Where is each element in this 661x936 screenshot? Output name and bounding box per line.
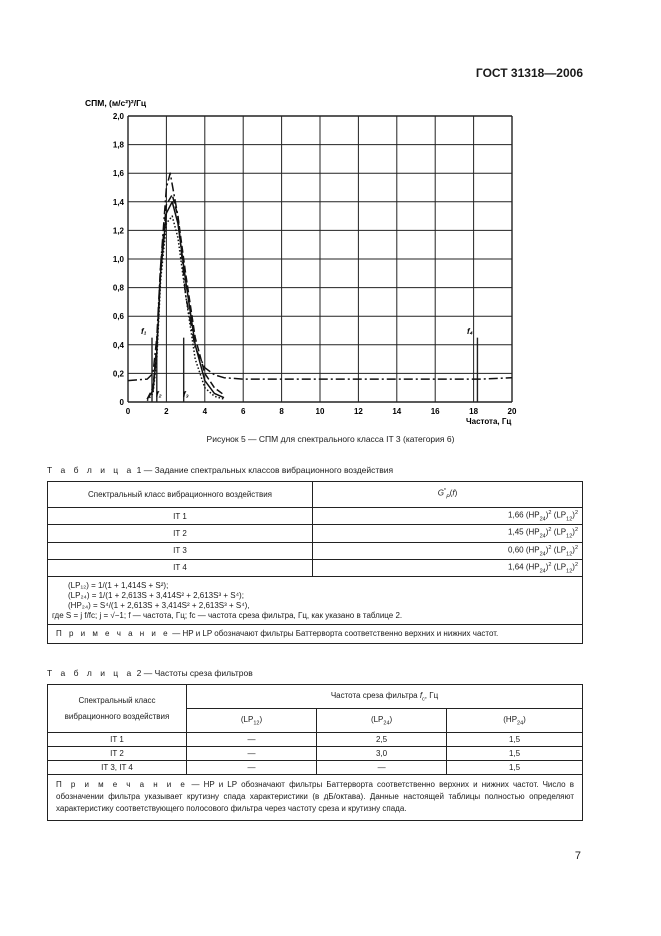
table-row (48, 761, 583, 775)
document-header: ГОСТ 31318—2006 (475, 66, 583, 80)
annotation-f4: f₄ (467, 327, 473, 336)
table2 (47, 684, 583, 821)
table2-hp24-cell: 1,5 (447, 733, 583, 747)
x-tick-label: 16 (430, 407, 440, 416)
table2-lp24-cell: — (317, 761, 447, 775)
y-tick-label: 0,2 (112, 369, 124, 379)
table2-lp24-cell: 2,5 (317, 733, 447, 747)
table1-note-text: — HP и LP обозначают фильтры Баттерворта соответственно верхних и нижних частот. (170, 629, 499, 638)
table2-class-cell: IT 1 (48, 733, 187, 747)
x-tick-label: 18 (469, 407, 479, 416)
table2-class-cell: IT 3, IT 4 (48, 761, 187, 775)
table1-note-label: П р и м е ч а н и е (56, 629, 171, 638)
table1-formulas (48, 577, 583, 625)
table2-note (48, 775, 583, 821)
x-tick-label: 14 (392, 407, 402, 416)
table1-title-text: 1 — Задание спектральных классов вибрационного воздействия (134, 465, 394, 475)
chart-grid (128, 116, 512, 402)
table1-title (47, 465, 393, 475)
annotation-f2: f₂ (156, 390, 162, 399)
table-row (48, 525, 583, 542)
y-tick-label: 0 (119, 398, 124, 407)
x-tick-label: 0 (125, 407, 131, 416)
x-tick-label: 6 (240, 407, 246, 416)
table-row (48, 559, 583, 576)
table1-value-cell: 0,60 $(HP_{24})^2$ $(LP_{12})^2$ (313, 542, 583, 559)
x-tick-label: 8 (279, 407, 284, 416)
table2-title-prefix: Т а б л и ц а (47, 668, 135, 678)
x-axis-label: Частота, Гц (466, 417, 512, 426)
table2-lp12-cell: — (187, 761, 317, 775)
table2-note-text: — HP и LP обозначают фильтры Баттерворта соответственно верхних и нижних частот. Число в обозначении фильтра указывает крутизну спада характеристики (в дБ/октава). Данные настоящей таблицы полностью определяют характеристику соответствующего полосового фильтра через частоту среза и крутизну спада. (56, 780, 574, 813)
table2-note-label: П р и м е ч а н и е (56, 780, 188, 789)
annotation-f1: f₁ (141, 327, 147, 336)
table2-sub-hp24: $(HP_{24})$ (447, 709, 583, 733)
y-tick-label: 1,8 (112, 140, 124, 150)
formula-where: где S = j f/fc; j = √−1; f — частота, Гц; fc — частота среза фильтра, Гц, как указано в таблице 2. (52, 611, 403, 620)
x-tick-label: 20 (507, 407, 517, 416)
table2-class-cell: IT 2 (48, 747, 187, 761)
table1-note (48, 625, 583, 644)
table1-title-prefix: Т а б л и ц а (47, 465, 135, 475)
x-tick-label: 12 (353, 407, 363, 416)
table2-col1-header: Спектральный класс вибрационного воздействия (48, 685, 187, 733)
table2-lp12-cell: — (187, 733, 317, 747)
y-tick-label: 0,4 (112, 340, 124, 350)
spectral-density-chart (0, 0, 661, 430)
formula-lp12: (LP₁₂) = 1/(1 + 1,414S + S²); (68, 581, 169, 590)
y-tick-label: 2,0 (112, 112, 124, 121)
table-row (48, 747, 583, 761)
table2-lp24-cell: 3,0 (317, 747, 447, 761)
table1-col1-header: Спектральный класс вибрационного воздействия (48, 482, 313, 508)
table2-hp24-cell: 1,5 (447, 761, 583, 775)
series-line (147, 202, 224, 399)
table2-lp12-cell: — (187, 747, 317, 761)
y-tick-label: 1,2 (112, 226, 124, 236)
y-tick-label: 0,6 (112, 312, 124, 322)
table2-sub-lp12: $(LP_{12})$ (187, 709, 317, 733)
table1-value-cell: 1,64 $(HP_{24})^2$ $(LP_{12})^2$ (313, 559, 583, 576)
formula-hp24: (HP₂₄) = S⁴/(1 + 2,613S + 3,414S² + 2,613S³ + S⁴), (68, 601, 250, 610)
y-tick-label: 1,4 (112, 197, 124, 207)
table1-coef: 1,64 (508, 562, 524, 572)
annotation-f3: f₃ (183, 390, 189, 399)
table2-title-text: 2 — Частоты среза фильтров (134, 668, 253, 678)
page-number: 7 (574, 850, 581, 862)
table1-class-cell: IT 4 (48, 559, 313, 576)
formula-lp24: (LP₂₄) = 1/(1 + 2,613S + 3,414S² + 2,613S³ + S⁴); (68, 591, 244, 600)
table1-class-cell: IT 2 (48, 525, 313, 542)
table1-coef: 1,66 (508, 510, 524, 520)
table1-coef: 1,45 (508, 527, 524, 537)
table2-sub-lp24: $(LP_{24})$ (317, 709, 447, 733)
table2-hp24-cell: 1,5 (447, 747, 583, 761)
y-tick-label: 0,8 (112, 283, 124, 293)
table1-col2-header: $G^*_P(f)$ (313, 482, 583, 508)
table-row (48, 542, 583, 559)
figure-caption: Рисунок 5 — СПМ для спектрального класса IT 3 (категория 6) (206, 434, 455, 444)
y-axis-label: СПМ, (м/с²)²/Гц (85, 98, 147, 108)
table1-value-cell: 1,66 $(HP_{24})^2$ $(LP_{12})^2$ (313, 508, 583, 525)
table2-group-header: Частота среза фильтра $f_c$, Гц (187, 685, 583, 709)
table2-title (47, 668, 253, 678)
y-tick-label: 1,0 (112, 255, 124, 264)
x-tick-label: 4 (202, 407, 208, 416)
table1-value-cell: 1,45 $(HP_{24})^2$ $(LP_{12})^2$ (313, 525, 583, 542)
chart-ticks (113, 112, 517, 416)
x-tick-label: 2 (164, 407, 169, 416)
y-tick-label: 1,6 (112, 169, 124, 179)
table-row (48, 733, 583, 747)
table1-coef: 0,60 (508, 545, 524, 555)
table1-class-cell: IT 3 (48, 542, 313, 559)
table1-class-cell: IT 1 (48, 508, 313, 525)
table1 (47, 481, 583, 644)
table-row (48, 508, 583, 525)
x-tick-label: 10 (315, 407, 325, 416)
